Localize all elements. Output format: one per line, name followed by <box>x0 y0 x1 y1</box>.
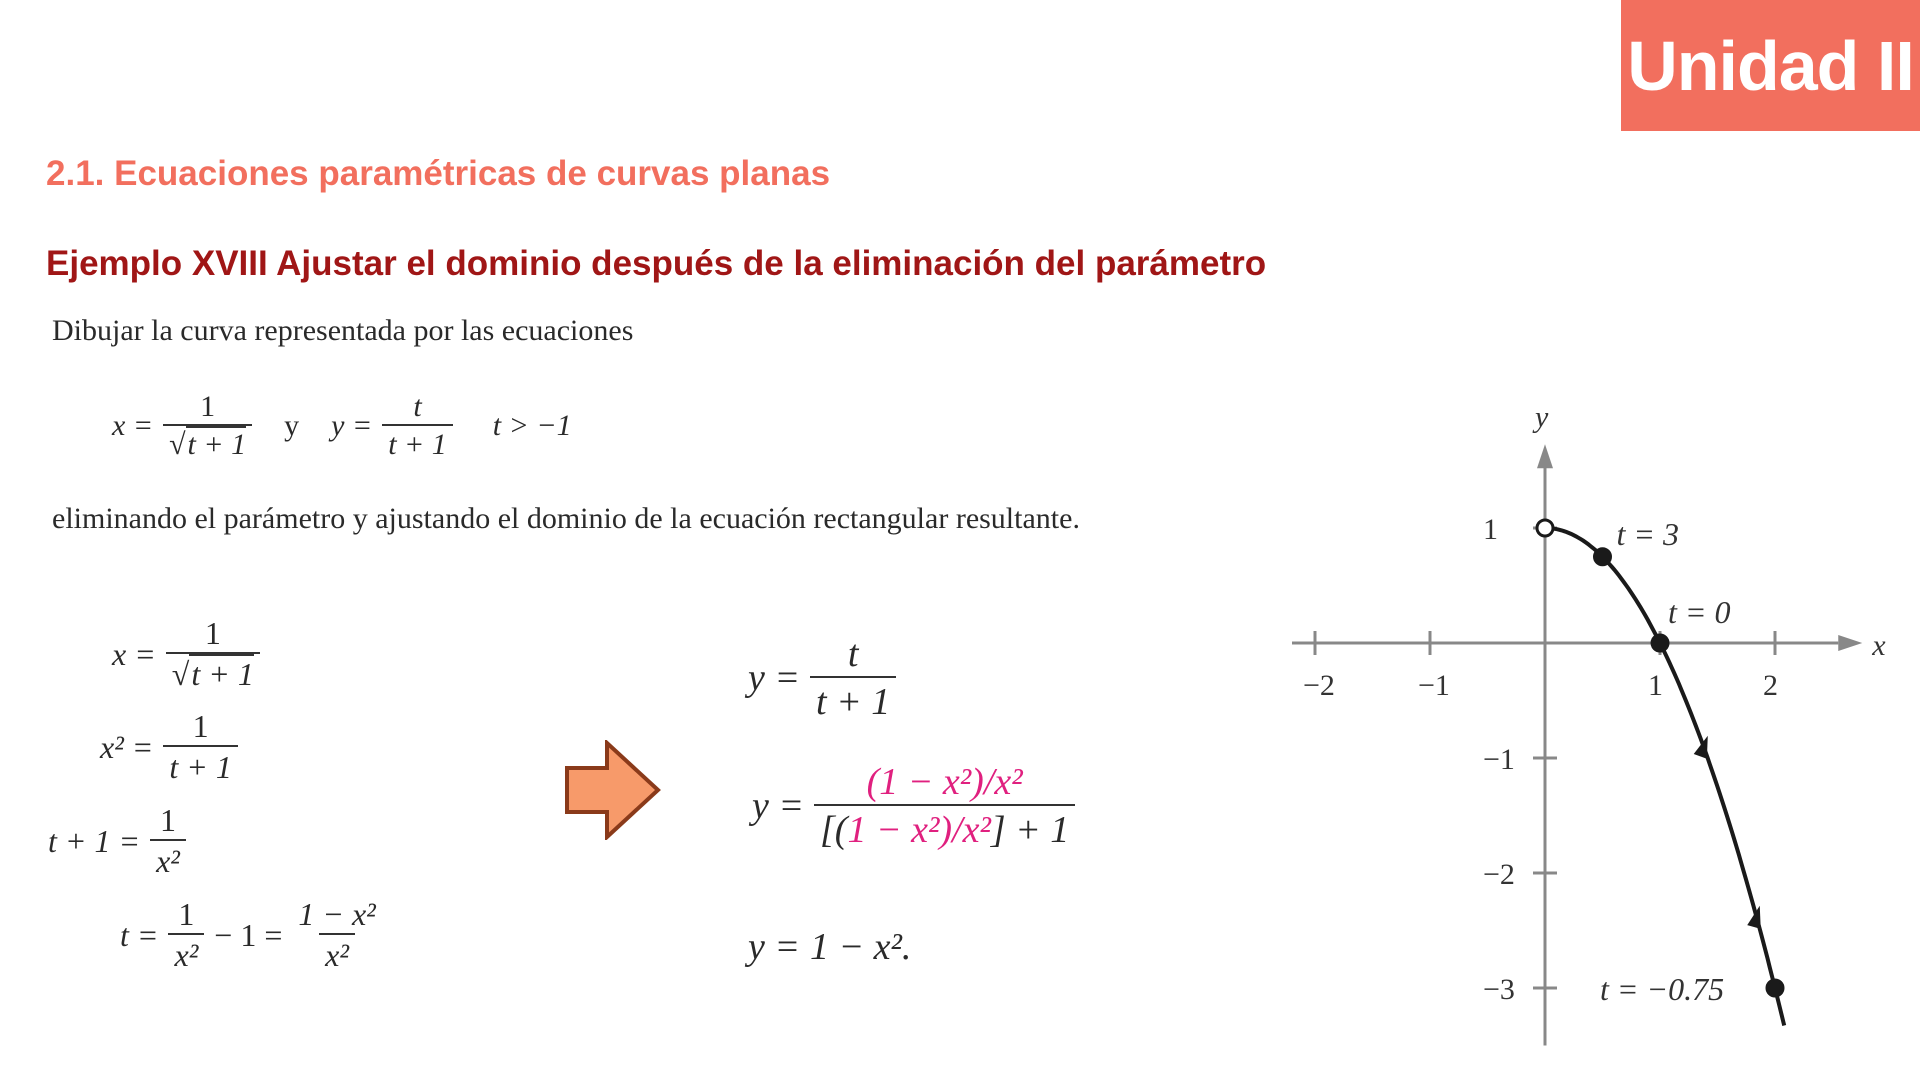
y-axis-label: y <box>1535 400 1549 434</box>
x-tick-label: 1 <box>1648 669 1663 702</box>
curve-point <box>1537 520 1553 536</box>
problem-tail: eliminando el parámetro y ajustando el dominio de la ecuación rectangular resultante. <box>52 502 1080 535</box>
eq-y-lhs: y = <box>331 409 373 442</box>
eq-x-lhs: x = <box>112 409 154 442</box>
eq-y-fraction: $\frac{t}{t + 1}$ <box>382 390 453 462</box>
x-tick-label: −2 <box>1303 669 1335 702</box>
left-step-3: t + 1 = $\frac{1}{\text{x²}}$ <box>48 802 186 880</box>
direction-arrow <box>1747 904 1766 929</box>
unit-badge: Unidad II <box>1621 0 1920 131</box>
connector: y <box>284 409 300 442</box>
curve-line <box>1545 528 1784 1026</box>
curve-point <box>1767 980 1783 996</box>
point-label: t = −0.75 <box>1600 971 1725 1007</box>
point-label: t = 3 <box>1616 515 1679 552</box>
y-axis-arrow <box>1537 444 1553 468</box>
right-step-3: y = 1 − x². <box>748 926 912 968</box>
point-label: t = 0 <box>1668 594 1731 630</box>
problem-equations <box>112 390 572 462</box>
x-axis-label: x <box>1872 629 1886 662</box>
x-axis-arrow <box>1838 635 1862 651</box>
example-title: Ejemplo XVIII Ajustar el dominio después de la eliminación del parámetro <box>46 244 1267 283</box>
right-step-1: y = $\frac{t}{t + 1}$ <box>748 632 896 724</box>
left-step-4: t = $\frac{1}{\text{x²}}$ − 1 = $\frac{\text{1 − x²}}{\text{x²}}$ <box>120 896 376 973</box>
curve-point <box>1652 635 1668 651</box>
x-tick-label: 2 <box>1763 669 1778 702</box>
eq-x-fraction: $\frac{1}{√t + 1}$ <box>163 390 252 462</box>
condition: t > −1 <box>492 409 572 442</box>
section-title: 2.1. Ecuaciones paramétricas de curvas planas <box>46 154 831 193</box>
y-tick-label: 1 <box>1483 513 1498 546</box>
right-arrow-icon <box>565 740 665 840</box>
x-tick-label: −1 <box>1418 669 1450 702</box>
left-step-2: x² = $\frac{1}{t + 1}$ <box>100 708 238 786</box>
right-step-2: y = $\frac{\text{(1 − x²)/x²}}{\text{[(1 − x²)/x²] + 1}}$ <box>752 760 1075 852</box>
y-tick-label: −1 <box>1483 743 1515 776</box>
curve-point <box>1595 549 1611 565</box>
parametric-curve-graph <box>1255 395 1895 1055</box>
y-tick-label: −2 <box>1483 858 1515 891</box>
direction-arrow <box>1694 733 1715 758</box>
problem-intro: Dibujar la curva representada por las ecuaciones <box>52 314 634 347</box>
left-step-1: x = $\frac{1}{√t + 1}$ <box>112 615 260 693</box>
y-tick-label: −3 <box>1483 973 1515 1006</box>
